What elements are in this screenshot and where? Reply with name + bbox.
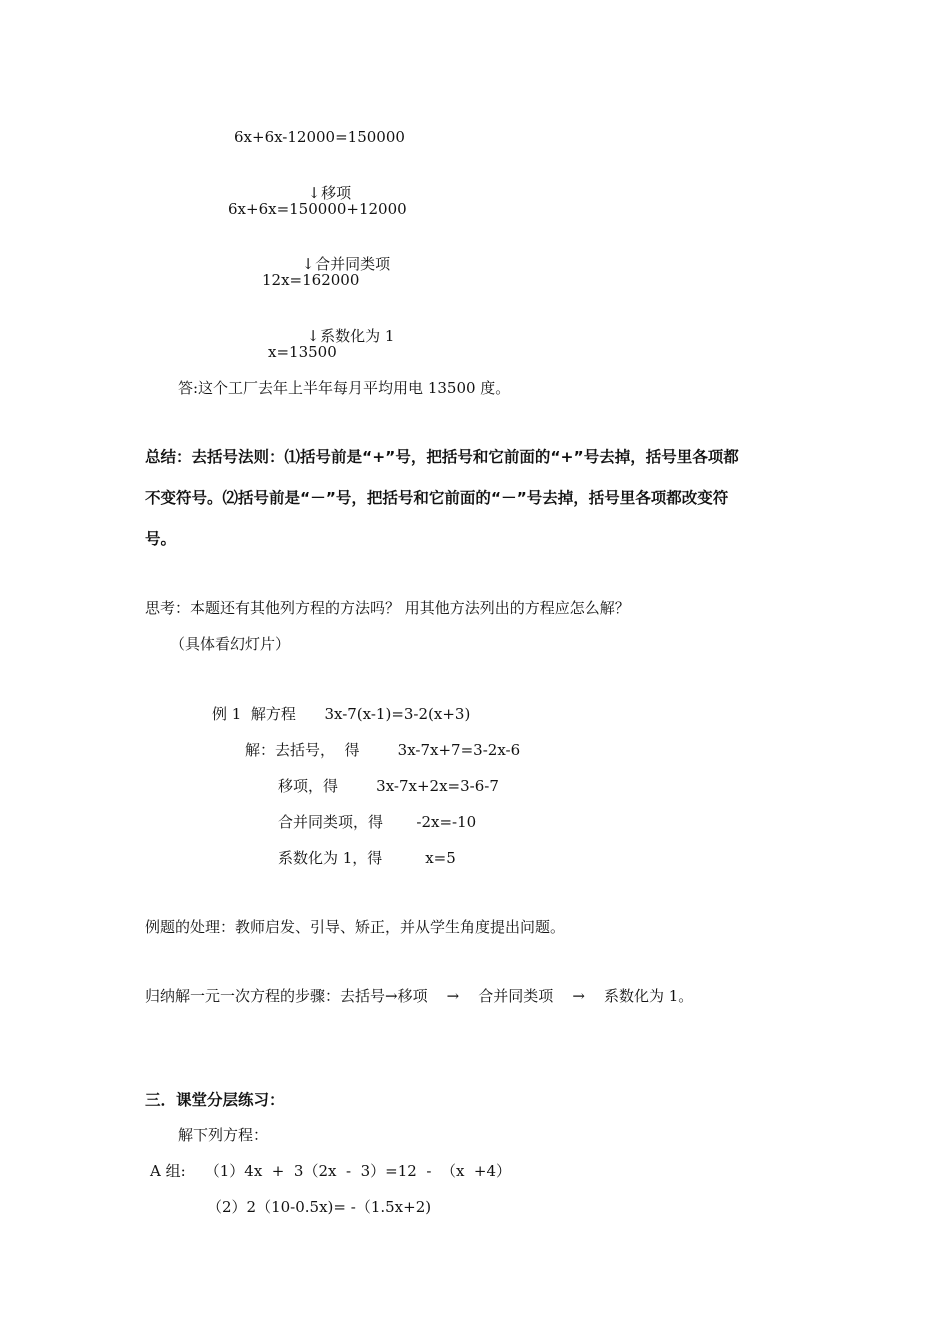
example-step-4: 系数化为 1，得 x=5 xyxy=(278,849,456,867)
summary-line-1: 总结：去括号法则：⑴括号前是“+”号，把括号和它前面的“+”号去掉，括号里各项都 xyxy=(145,448,739,466)
summary-line-2: 不变符号。⑵括号前是“－”号，把括号和它前面的“－”号去掉，括号里各项都改变符 xyxy=(145,489,729,507)
equation-line-1: 6x+6x-12000=150000 xyxy=(234,128,405,146)
equation-line-4: x=13500 xyxy=(268,343,337,361)
step-label: 系数化为 1 xyxy=(320,327,395,345)
handling-line: 例题的处理：教师启发、引导、矫正，并从学生角度提出问题。 xyxy=(145,918,566,936)
down-arrow-icon: ↓ xyxy=(306,327,320,345)
example-step-1: 解：去括号， 得 3x-7x+7=3-2x-6 xyxy=(245,741,521,759)
exercise-intro: 解下列方程： xyxy=(178,1126,269,1144)
exercise-a-1: A 组: （1）4x + 3（2x - 3）=12 - （x +4） xyxy=(150,1162,512,1180)
section-heading: 三．课堂分层练习： xyxy=(145,1091,285,1109)
think-line: 思考：本题还有其他列方程的方法吗？ 用其他方法列出的方程应怎么解？ xyxy=(145,599,630,617)
answer-line: 答:这个工厂去年上半年每月平均用电 13500 度。 xyxy=(178,379,511,397)
step-label: 移项 xyxy=(321,184,352,202)
down-arrow-icon: ↓ xyxy=(301,255,315,273)
equation-line-2: 6x+6x=150000+12000 xyxy=(228,200,407,218)
down-arrow-icon: ↓ xyxy=(307,184,321,202)
think-note: （具体看幻灯片） xyxy=(170,635,291,653)
equation-line-3: 12x=162000 xyxy=(262,271,360,289)
steps-summary-line: 归纳解一元一次方程的步骤：去括号→移项 → 合并同类项 → 系数化为 1。 xyxy=(145,987,694,1005)
example-step-3: 合并同类项，得 -2x=-10 xyxy=(278,813,477,831)
exercise-a-2: （2）2（10-0.5x)= -（1.5x+2) xyxy=(207,1198,432,1216)
step-label: 合并同类项 xyxy=(315,255,391,273)
example-title: 例 1 解方程 3x-7(x-1)=3-2(x+3) xyxy=(212,705,471,723)
example-step-2: 移项，得 3x-7x+2x=3-6-7 xyxy=(278,777,499,795)
summary-line-3: 号。 xyxy=(145,530,177,548)
